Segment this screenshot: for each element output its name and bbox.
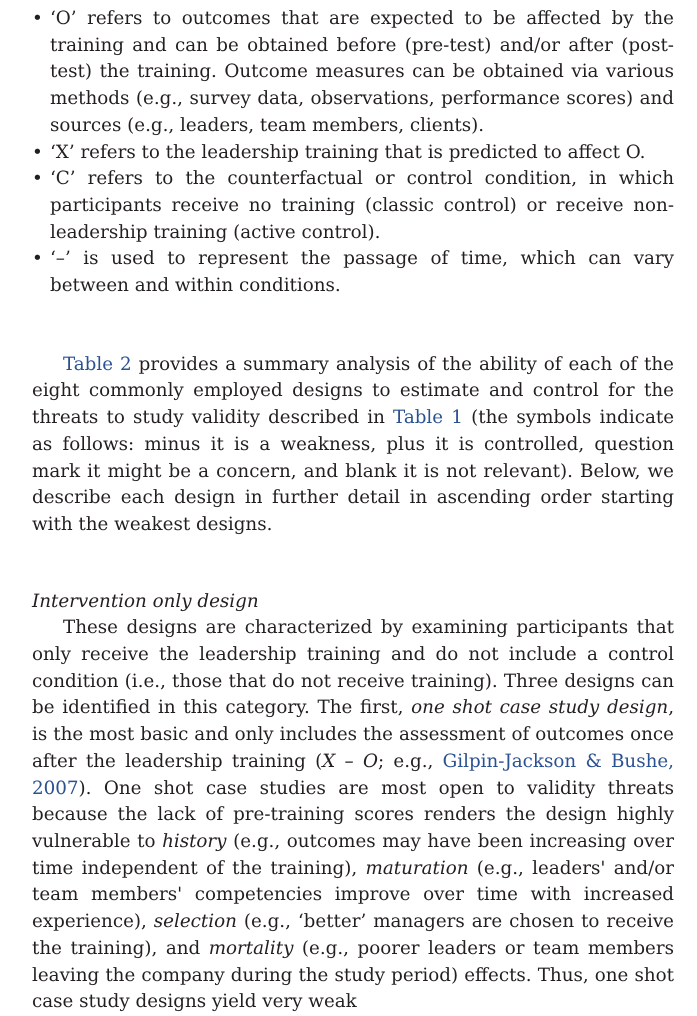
summary-paragraph [32,352,674,539]
citation-link[interactable]: Gilpin-Jackson & Bushe, 2007 [32,750,674,799]
spacer [32,300,674,352]
bullet-item-control [32,166,674,246]
mortality-term: mortality [208,937,294,959]
section-text: (e.g., outcomes may have been increasing over time independent of the training), [32,830,674,879]
bullet-item-outcome [32,6,674,140]
bullet-item-time [32,246,674,299]
section-text: ; e.g., [377,750,443,772]
history-term: history [162,830,227,852]
bullet-text: ‘X’ refers to the leadership training that is predicted to affect O. [50,141,646,163]
bullet-icon: • [32,141,43,163]
section-text: These designs are characterized by examining participants that only receive the leadership training and do not include a control condition (i.e., those that do not receive training). Three designs can be identified in this category. The first, [32,617,674,719]
bullet-item-training [32,140,674,167]
design-term: one shot case study design [411,697,669,719]
bullet-text: ‘O’ refers to outcomes that are expected to be affected by the training and can be obtained before (pre-test) and/or after (post-test) the training. Outcome measures can be obtained via various methods (e.g., survey data, observations, performance scores) and sources (e.g., leaders, team members, clients). [50,8,674,136]
section-text: (e.g., ‘better’ managers are chosen to receive the training), and [32,911,675,959]
table-2-link[interactable]: Table 2 [63,353,132,375]
design-formula: X – O [322,750,378,772]
table-1-link[interactable]: Table 1 [393,407,463,429]
selection-term: selection [153,911,237,933]
maturation-term: maturation [365,857,469,879]
section-text: ). One shot case studies are most open to validity threats because the lack of pre-training scores renders the design highly vulnerable to [32,777,674,852]
bullet-icon: • [32,8,43,29]
summary-text-a: provides a summary analysis of the ability of each of the eight commonly employed designs to estimate and control for the threats to study validity described in [32,353,674,429]
notation-bullet-list [32,6,674,300]
section-text: (e.g., leaders' and/or team members' competencies improve over time with increased experience), [32,857,674,933]
summary-text-b: (the symbols indicate as follows: minus it is a weakness, plus it is controlled, question mark it might be a concern, and blank it is not relevant). Below, we describe each design in further detail in ascending order starting with the weakest designs. [32,407,675,535]
bullet-icon: • [32,168,43,190]
bullet-icon: • [32,248,43,270]
spacer [32,539,674,589]
bullet-text: ‘–’ is used to represent the passage of time, which can vary between and within conditions. [50,248,674,297]
section-heading: Intervention only design [32,590,259,612]
section-text: (e.g., poorer leaders or team members leaving the company during the study period) effects. Thus, one shot case study designs yield very weak [32,937,674,1013]
bullet-text: ‘C’ refers to the counterfactual or control condition, in which participants receive no training (classic control) or receive non-leadership training (active control). [50,168,674,243]
section-paragraph [32,615,674,1016]
article-page [32,6,674,1016]
section-text: , is the most basic and only includes the assessment of outcomes once after the leadership training ( [32,697,674,772]
